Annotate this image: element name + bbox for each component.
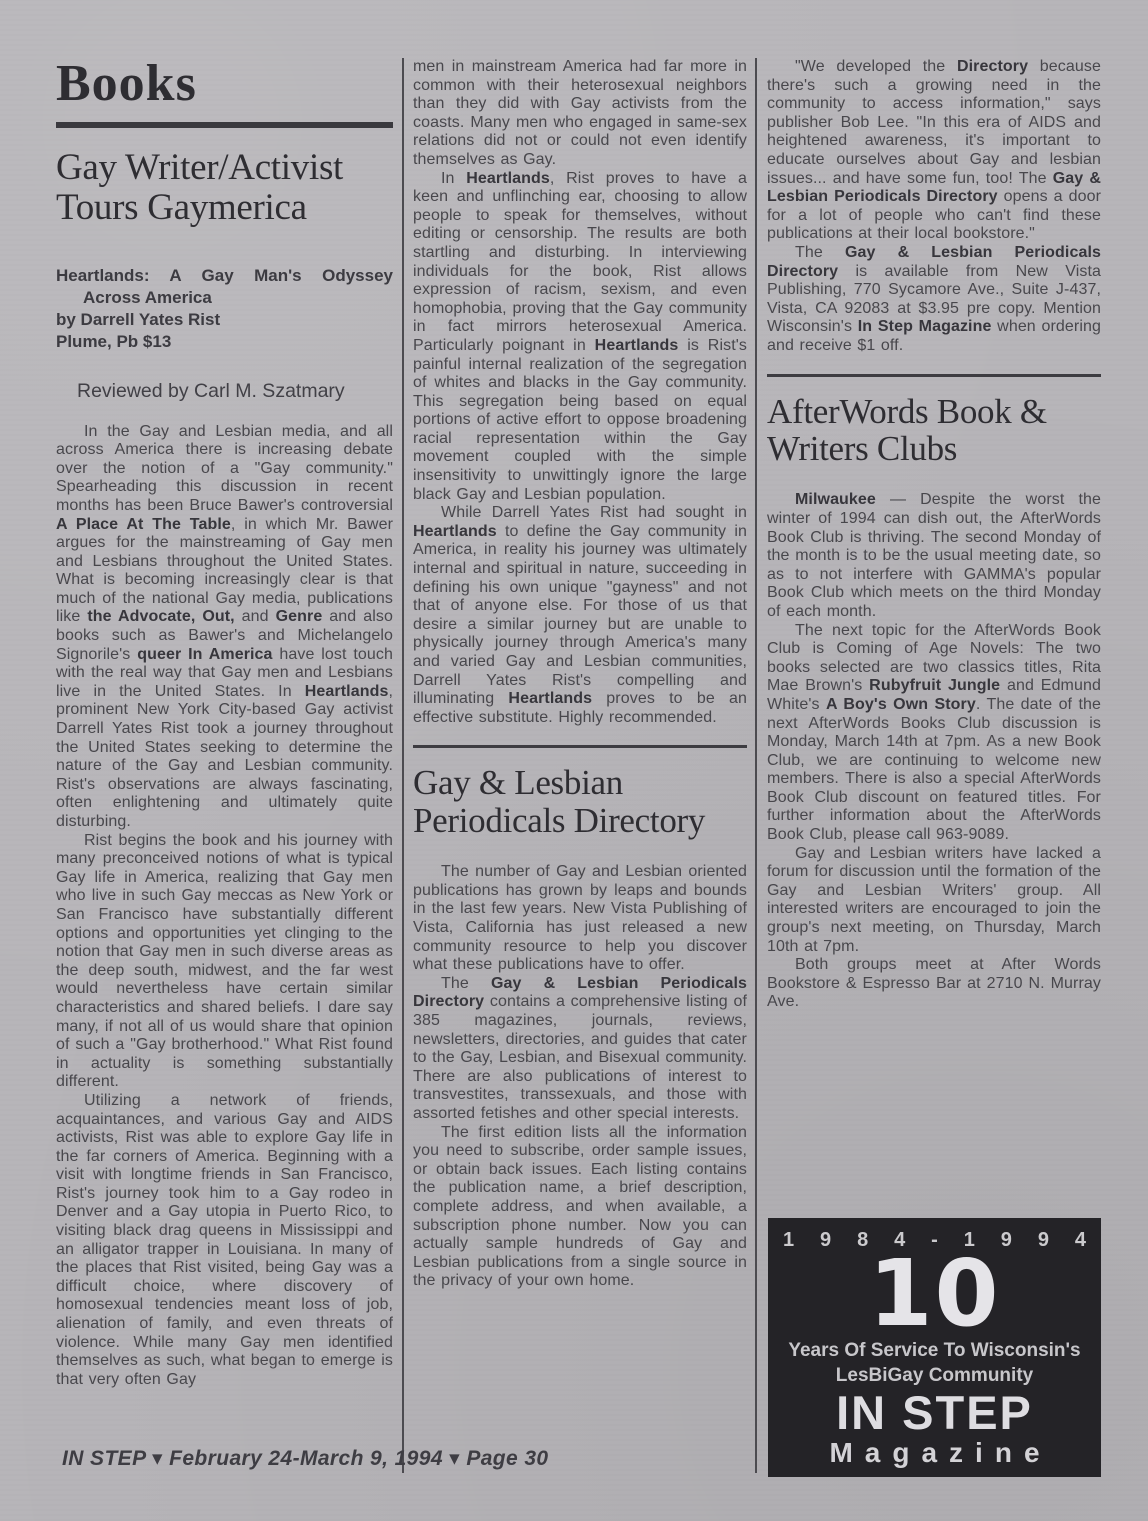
book-publisher-line: Plume, Pb $13 xyxy=(56,332,172,352)
paragraph: The next topic for the AfterWords Book Club is Coming of Age Novels: The two books selected are two classics titles, Rita Mae Brown's Rubyfruit Jungle and Edmund White's A Boy's Own Story. The date of the next AfterWords Books Club discussion is Monday, March 14th at 7pm. As a new Book Club, we are continuing to welcome new members. There is also a special AfterWords Book Club discount on featured titles. For further information about the AfterWords Book Club, please call 963-9089. xyxy=(767,621,1101,844)
column-divider-1 xyxy=(402,58,404,1473)
afterwords-headline xyxy=(767,393,1101,468)
review-headline xyxy=(56,148,393,227)
column-divider-2 xyxy=(755,58,757,1473)
ad-tagline xyxy=(783,1339,1086,1388)
periodicals-headline xyxy=(413,764,747,839)
paragraph: Rist begins the book and his journey with many preconceived notions of what is typical Gay life in America, realizing that Gay men who live in such Gay meccas as New York or San Francisco have substantially different options and opportunities yet clinging to the notion that Gay men in such diverse areas as the deep south, midwest, and the far west would nevertheless have certain similar characteristics and shared beliefs. I dare say many, if not all of us would share that opinion of such a "Gay brotherhood." What Rist found in actuality is something substantially different. xyxy=(56,831,393,1091)
ad-tagline-line2: LesBiGay Community xyxy=(835,1364,1034,1386)
paragraph: The Gay & Lesbian Periodicals Directory contains a comprehensive listing of 385 magazines, journals, reviews, newsletters, directories, and guides that cater to the Gay, Lesbian, and Bisexual community. There are also publications of interest to transvestites, transsexuals, and those with assorted fetishes and other special interests. xyxy=(413,974,748,1122)
afterwords-headline-line1: AfterWords Book & xyxy=(767,391,1047,431)
instep-anniversary-ad xyxy=(768,1218,1101,1477)
book-title-line: Heartlands: A Gay Man's Odyssey xyxy=(56,266,393,286)
periodicals-headline-line2: Periodicals Directory xyxy=(413,800,706,840)
book-title-line2: Across America xyxy=(83,288,212,308)
ad-brand-subtitle: Magazine xyxy=(829,1437,1052,1468)
periodicals-headline-line1: Gay & Lesbian xyxy=(413,763,623,803)
article-body-col1 xyxy=(56,423,393,1390)
paragraph: "We developed the Directory because there's such a growing need in the community to access information," says publisher Bob Lee. "In this era of AIDS and heightened awareness, it's important to educate ourselves about Gay and lesbian issues... and have some fun, too! The Gay & Lesbian Periodicals Directory opens a door for a lot of people who can't find these publications at their local bookstore." xyxy=(767,58,1101,243)
ad-brand-name: IN STEP xyxy=(836,1386,1033,1440)
headline-line2: Tours Gaymerica xyxy=(56,186,307,228)
periodicals-body xyxy=(413,863,747,1291)
book-citation xyxy=(56,265,393,353)
afterwords-headline-line2: Writers Clubs xyxy=(767,428,958,468)
kicker-rule xyxy=(56,122,393,128)
paragraph: The number of Gay and Lesbian oriented publications has grown by leaps and bounds in the last few years. New Vista Publishing of Vista, California has just released a new community resource to help you discover what these publications have to offer. xyxy=(413,863,747,974)
paragraph: Milwaukee — Despite the worst the winter of 1994 can dish out, the AfterWords Book Club is thriving. The second Monday of the month is to be the usual meeting date, so as to not interfere with GAMMA's popular Book Club which meets on the third Monday of each month. xyxy=(767,491,1101,620)
paragraph: The first edition lists all the information you need to subscribe, order sample issues, or obtain back issues. Each listing contains the publication name, a brief description, complete address, and when available, a subscription phone number. Now you can actually sample hundreds of Gay and Lesbian publications from a single source in the privacy of your own home. xyxy=(413,1123,747,1290)
article-body-col2 xyxy=(413,58,747,727)
section-divider-rule xyxy=(413,745,747,748)
review-byline: Reviewed by Carl M. Szatmary xyxy=(77,379,345,402)
paragraph: While Darrell Yates Rist had sought in Heartlands to define the Gay community in America, in reality his journey was ultimately internal and spiritual in nature, succeeding in defining his own unique "gayness" and not that of anyone else. For those of us that desire a similar journey but are unable to physically journey through America's many and varied Gay and Lesbian communities, Darrell Yates Rist's compelling and illuminating Heartlands proves to be an effective substitute. Highly recommended. xyxy=(413,504,747,726)
page-footer: IN STEP ▾ February 24-March 9, 1994 ▾ Page 30 xyxy=(62,1447,549,1470)
book-author-line: by Darrell Yates Rist xyxy=(56,310,221,330)
paragraph: Utilizing a network of friends, acquaintances, and various Gay and AIDS activists, Rist was able to explore Gay life in the far corners of America. Beginning with a visit with longtime friends in San Francisco, Rist's journey took him to a Gay rodeo in Denver and a Gay utopia in Puerto Rico, to visiting black drag queens in Mississippi and an alligator trapper in Louisiana. In many of the places that Rist visited, being Gay was a difficult choice, where discovery of homosexual tendencies meant loss of job, alienation of family, and even threats of violence. While many Gay men identified themselves as such, what began to emerge is that very often Gay xyxy=(56,1091,393,1388)
paragraph: The Gay & Lesbian Periodicals Directory is available from New Vista Publishing, 770 Sycamore Ave., Suite J-437, Vista, CA 92083 at $3.95 pre copy. Mention Wisconsin's In Step Magazine when ordering and receive $1 off. xyxy=(767,243,1102,354)
column-2 xyxy=(413,58,747,1291)
paragraph: Both groups meet at After Words Bookstore & Espresso Bar at 2710 N. Murray Ave. xyxy=(767,956,1101,1011)
paragraph: In the Gay and Lesbian media, and all across America there is increasing debate over the notion of a "Gay community." Spearheading this discussion in recent months has been Bruce Bawer's controversial A Place At The Table, in which Mr. Bawer argues for the mainstreaming of Gay men and Lesbians throughout the United States. What is becoming increasingly clear is that much of the national Gay media, publications like the Advocate, Out, and Genre and also books such as Bawer's and Michelangelo Signorile's queer In America have lost touch with the real way that Gay men and Lesbians live in the United States. In Heartlands, prominent New York City-based Gay activist Darrell Yates Rist took a journey throughout the United States seeking to determine the nature of the Gay and Lesbian community. Rist's observations are always fascinating, often enlightening and ultimately quite disturbing. xyxy=(56,422,394,830)
ad-big-number: 10 xyxy=(868,1240,1001,1348)
column-1 xyxy=(56,55,394,1389)
paragraph: In Heartlands, Rist proves to have a keen and unflinching ear, choosing to allow people to speak for themselves, without editing or censorship. The results are both startling and disturbing. In interviewing individuals for the book, Rist allows expression of racism, sexism, and even homophobia, proving that the Gay community in fact mirrors heterosexual America. Particularly poignant in Heartlands is Rist's painful internal realization of the segregation of whites and blacks in the Gay community. This segregation being based on equal portions of active effort to oppose broadening racial representation within the Gay movement coupled with the simple insensitivity to unwittingly ignore the large black Gay and Lesbian population. xyxy=(413,169,747,503)
books-section-kicker: Books xyxy=(56,55,197,112)
section-divider-rule xyxy=(767,374,1101,377)
ad-tagline-line1: Years Of Service To Wisconsin's xyxy=(788,1339,1081,1361)
paragraph: Gay and Lesbian writers have lacked a forum for discussion until the formation of the Gay and Lesbian Writers' group. All interested writers are encouraged to join the group's next meeting, on Thursday, March 10th at 7pm. xyxy=(767,844,1101,955)
headline-line1: Gay Writer/Activist xyxy=(56,147,344,188)
periodicals-body-col3 xyxy=(767,58,1101,356)
afterwords-body xyxy=(767,491,1101,1012)
ad-years-range: 1 9 8 4 - 1 9 9 4 xyxy=(783,1229,1086,1251)
column-3 xyxy=(767,58,1101,1012)
paragraph: men in mainstream America had far more in common with their heterosexual neighbors than they did with Gay activists from the coasts. Many men who engaged in same-sex relations did not or could not even identify themselves as Gay. xyxy=(413,58,747,168)
